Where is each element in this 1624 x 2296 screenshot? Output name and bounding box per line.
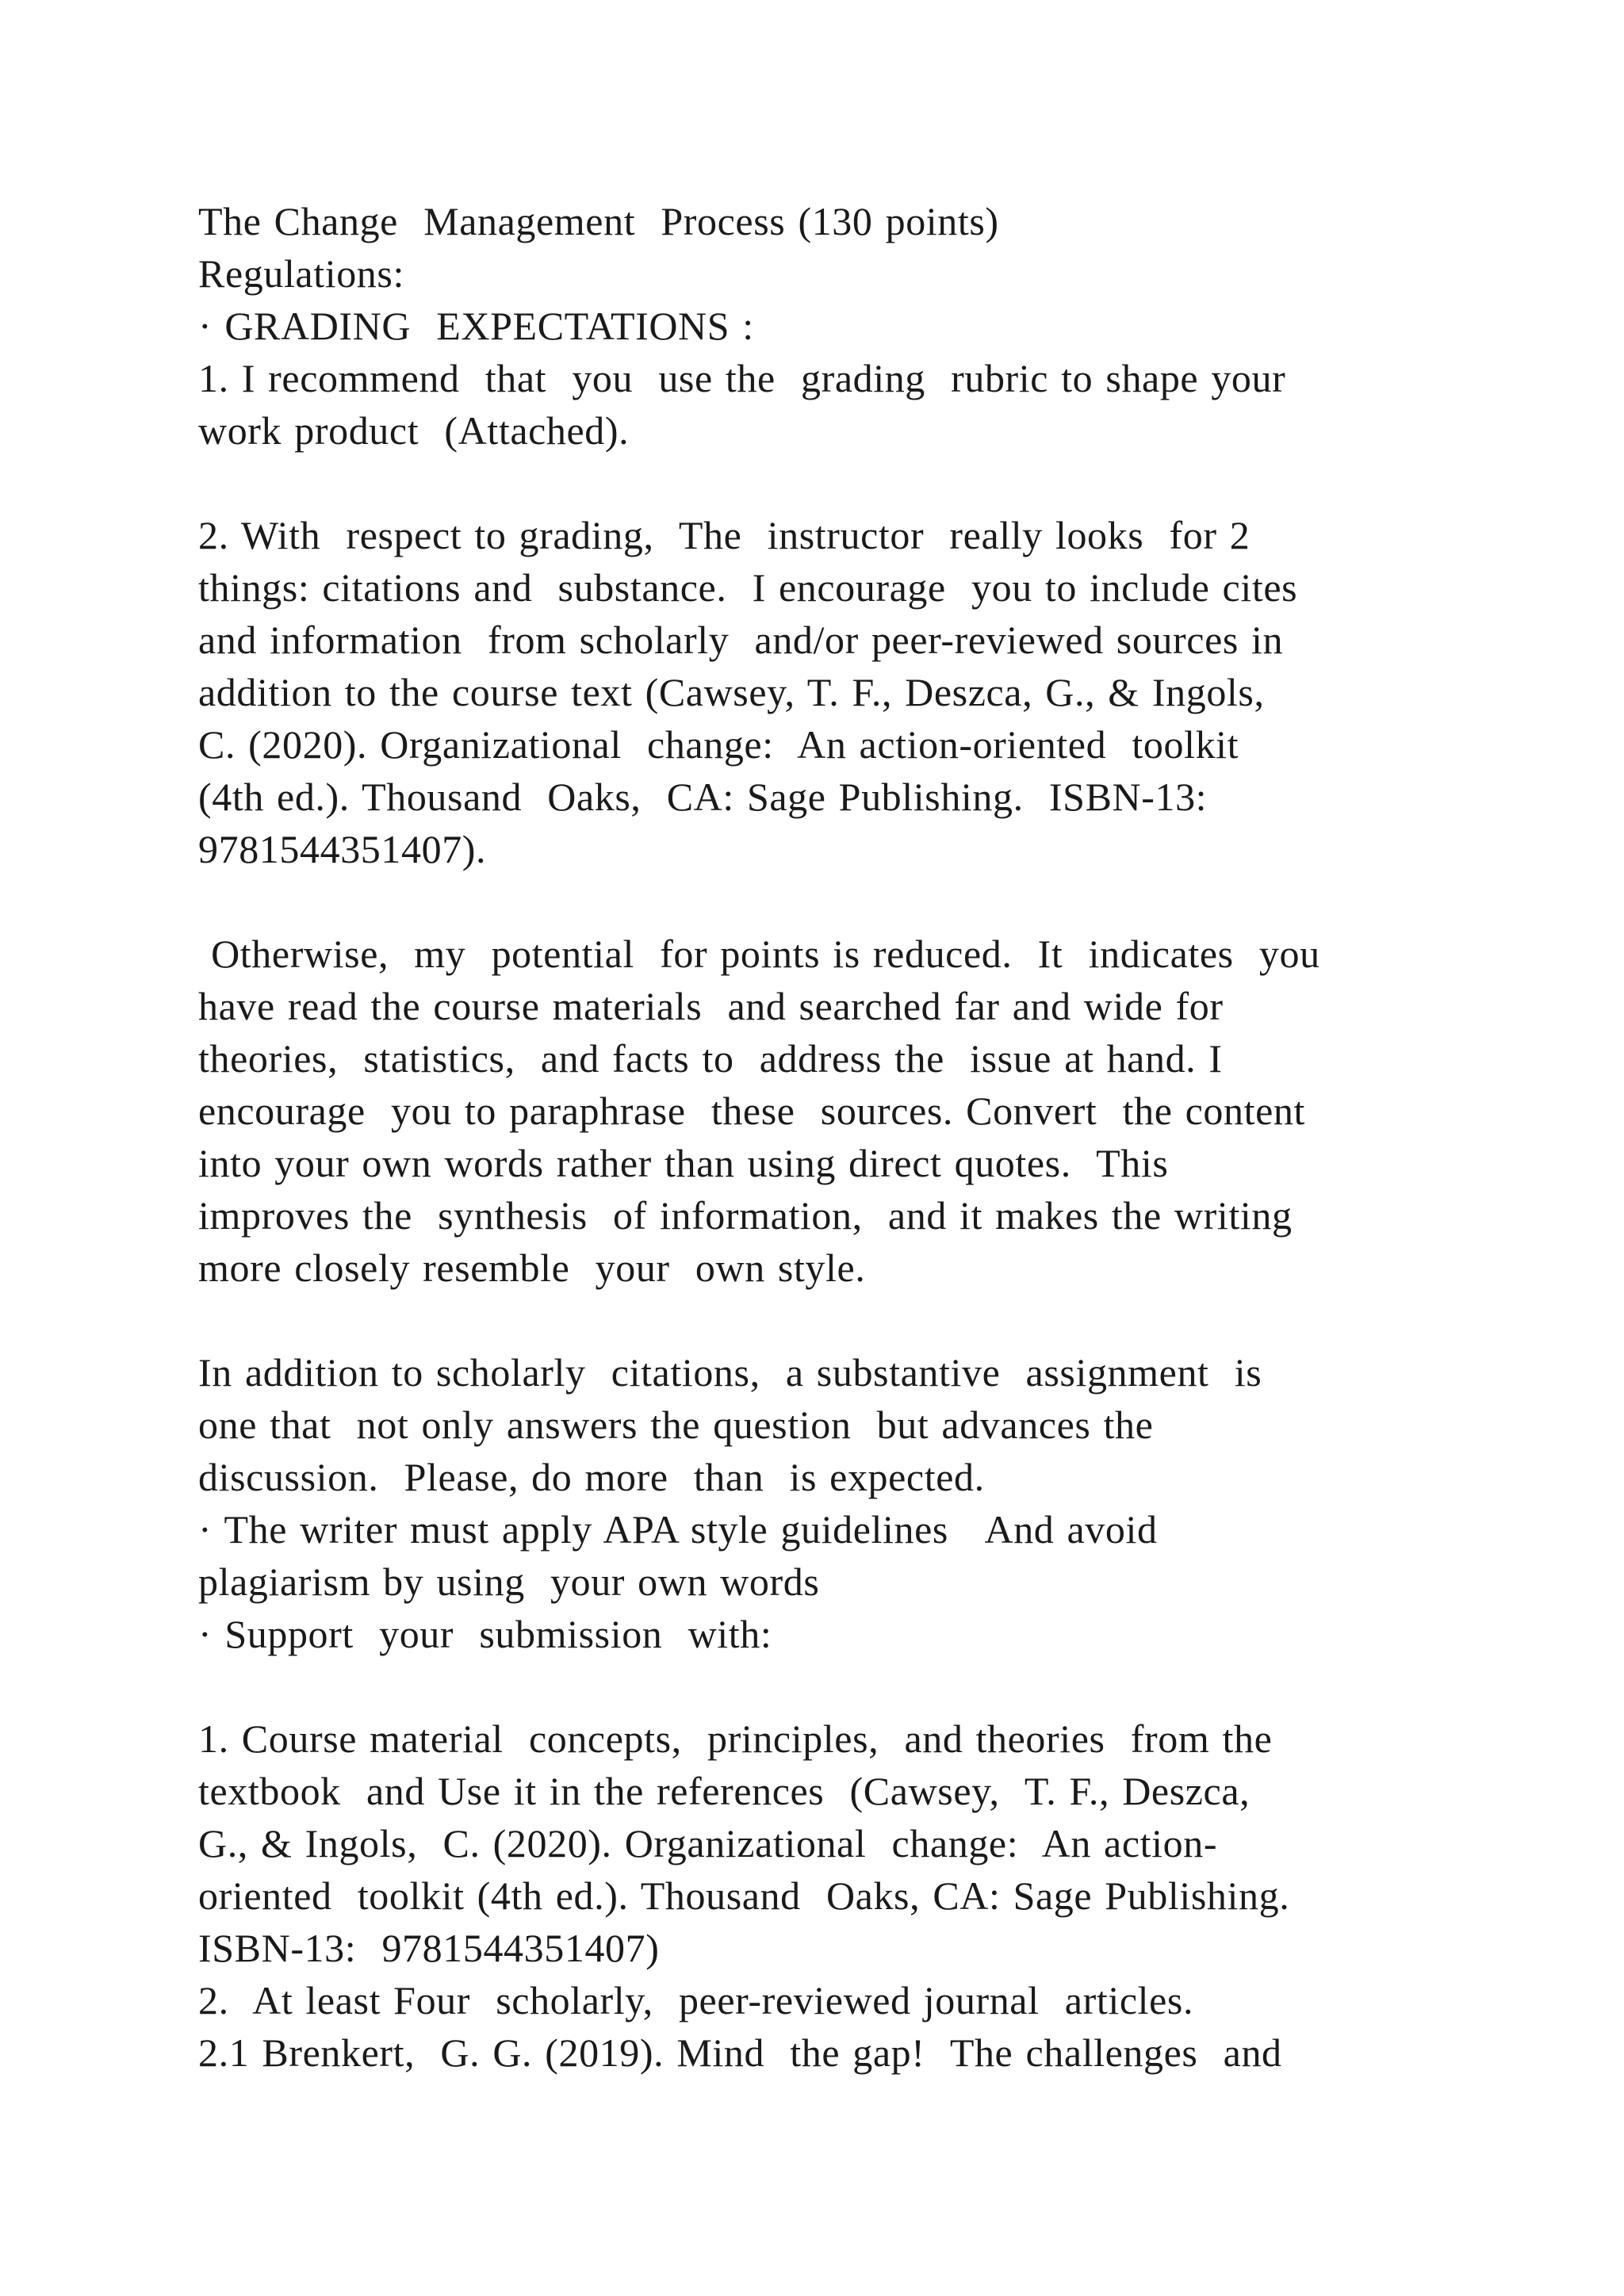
text-line: discussion. Please, do more than is expected. [198,1455,985,1499]
text-line: 9781544351407). [198,827,487,871]
document-body [198,195,1483,2079]
blank-line [198,1294,1483,1346]
text-line: work product (Attached). [198,408,630,453]
text-line: 2. At least Four scholarly, peer-reviewed journal articles. [198,1978,1194,2022]
blank-line [198,457,1483,509]
text-line: · The writer must apply APA style guidelines And avoid [198,1507,1158,1552]
blank-line [198,1660,1483,1712]
text-line: 1. Course material concepts, principles, and theories from the [198,1716,1273,1761]
text-line: G., & Ingols, C. (2020). Organizational change: An action- [198,1821,1218,1866]
text-line: addition to the course text (Cawsey, T. F., Deszca, G., & Ingols, [198,670,1265,714]
text-line: 2.1 Brenkert, G. G. (2019). Mind the gap! The challenges and [198,2030,1282,2075]
text-line: · GRADING EXPECTATIONS : [198,304,754,348]
text-line: 1. I recommend that you use the grading rubric to shape your [198,356,1286,400]
text-line: improves the synthesis of information, and it makes the writing [198,1193,1293,1238]
text-line: into your own words rather than using direct quotes. This [198,1141,1169,1185]
text-line: In addition to scholarly citations, a substantive assignment is [198,1350,1262,1395]
text-line: theories, statistics, and facts to address the issue at hand. I [198,1036,1223,1081]
text-line: Otherwise, my potential for points is reduced. It indicates you [198,932,1320,976]
text-line: C. (2020). Organizational change: An action-oriented toolkit [198,722,1239,767]
text-line: have read the course materials and searched far and wide for [198,984,1224,1028]
text-line: The Change Management Process (130 points) [198,199,999,243]
text-line: one that not only answers the question but advances the [198,1402,1154,1447]
blank-line [198,875,1483,928]
text-line: and information from scholarly and/or peer-reviewed sources in [198,618,1284,662]
text-line: Regulations: [198,251,404,296]
text-line: (4th ed.). Thousand Oaks, CA: Sage Publishing. ISBN-13: [198,775,1208,819]
text-line: · Support your submission with: [198,1612,772,1656]
text-line: plagiarism by using your own words [198,1559,820,1604]
text-line: textbook and Use it in the references (Cawsey, T. F., Deszca, [198,1769,1251,1813]
text-line: 2. With respect to grading, The instructor really looks for 2 [198,513,1251,557]
text-line: more closely resemble your own style. [198,1246,866,1290]
text-line: encourage you to paraphrase these sources. Convert the content [198,1089,1305,1133]
text-line: ISBN-13: 9781544351407) [198,1926,660,1970]
text-line: oriented toolkit (4th ed.). Thousand Oaks, CA: Sage Publishing. [198,1873,1290,1918]
text-line: things: citations and substance. I encourage you to include cites [198,565,1298,610]
